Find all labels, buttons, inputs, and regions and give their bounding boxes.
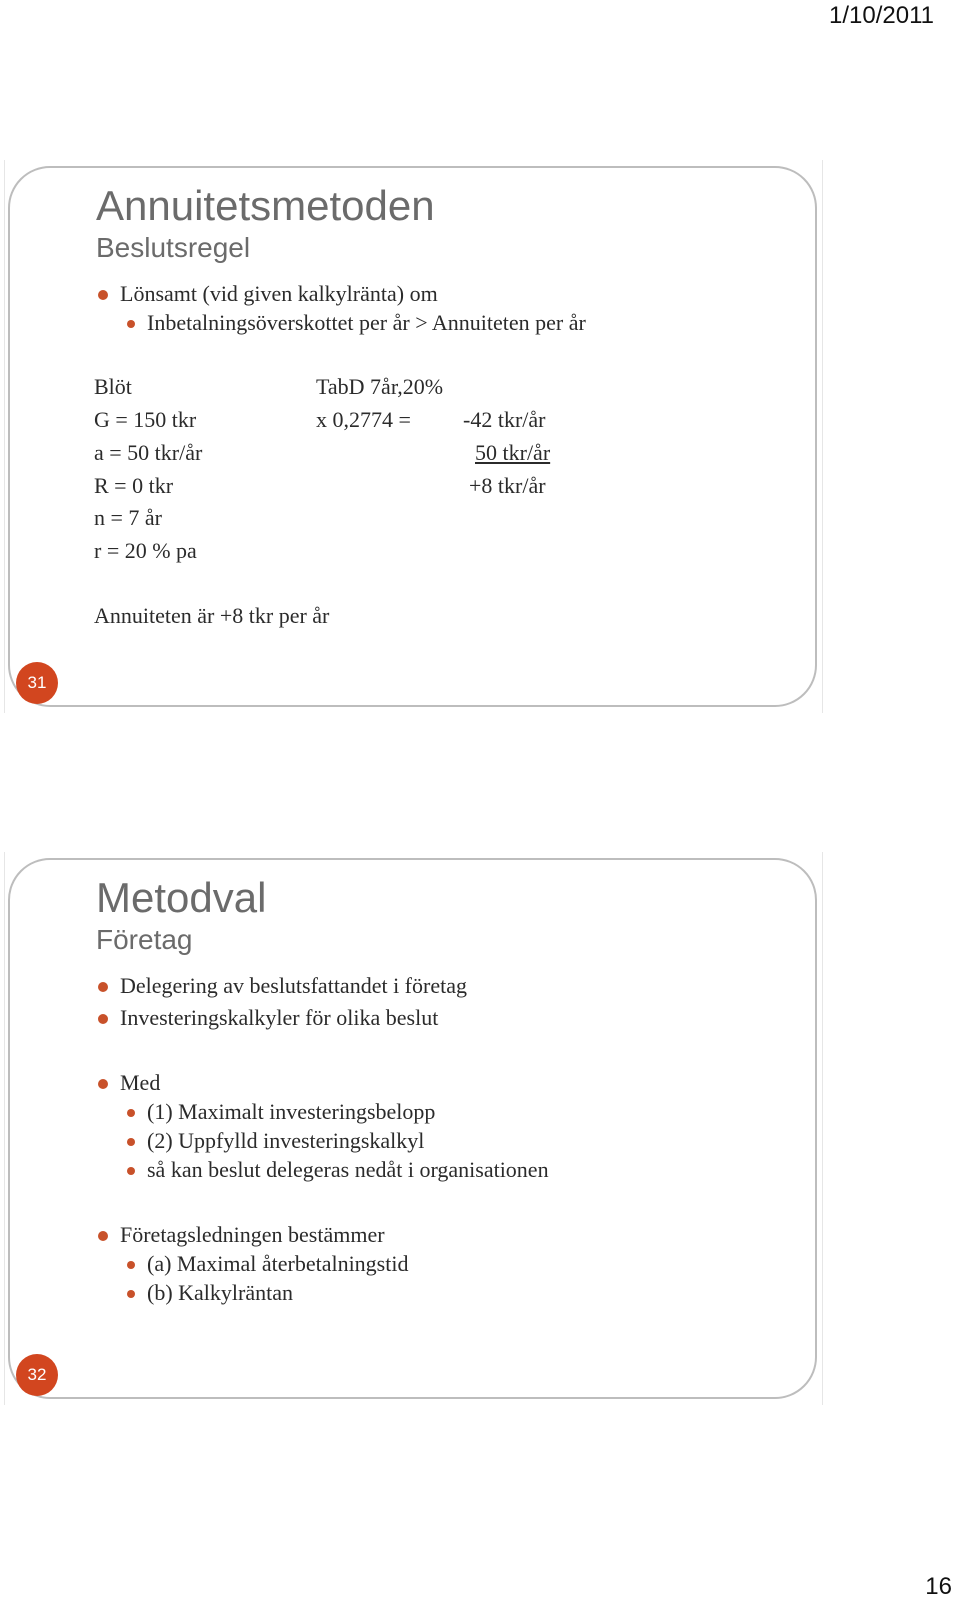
bullet-heading: Företagsledningen bestämmer: [120, 1222, 385, 1247]
slide-31: [8, 166, 817, 707]
sub-bullet-item: (1) Maximalt investeringsbelopp: [147, 1099, 436, 1124]
calc-label: R = 0 tkr: [94, 473, 174, 498]
sub-bullet-item: (2) Uppfylld investeringskalkyl: [147, 1128, 425, 1153]
calc-label: Blöt: [94, 374, 132, 399]
sub-bullet-item: så kan beslut delegeras nedåt i organisationen: [147, 1157, 549, 1182]
bullet-item: Delegering av beslutsfattandet i företag: [120, 973, 467, 998]
bullet-heading: Med: [120, 1070, 161, 1095]
page-number: 16: [925, 1573, 952, 1600]
calc-label: a = 50 tkr/år: [94, 440, 203, 465]
slide-number-badge: 32: [16, 1354, 58, 1396]
calc-result: +8 tkr/år: [469, 473, 546, 498]
calc-result: 50 tkr/år: [475, 440, 551, 465]
sub-bullet-item: (a) Maximal återbetalningstid: [147, 1251, 409, 1276]
calc-label: G = 150 tkr: [94, 407, 197, 432]
conclusion-text: Annuiteten är +8 tkr per år: [94, 603, 330, 628]
calc-factor: x 0,2774 =: [316, 407, 411, 432]
calc-label: n = 7 år: [94, 505, 162, 530]
slide-subtitle: Beslutsregel: [96, 232, 251, 263]
slide-32: [8, 858, 817, 1399]
calc-label: r = 20 % pa: [94, 538, 197, 563]
sub-bullet-item: Inbetalningsöverskottet per år > Annuiteten per år: [147, 310, 586, 335]
slide-title: Metodval: [96, 874, 267, 921]
sub-bullet-item: (b) Kalkylräntan: [147, 1280, 293, 1305]
header-date: 1/10/2011: [829, 2, 934, 29]
calc-result: -42 tkr/år: [463, 407, 546, 432]
slide-title: Annuitetsmetoden: [96, 182, 435, 229]
calc-table-ref: TabD 7år,20%: [316, 374, 444, 399]
bullet-item: Investeringskalkyler för olika beslut: [120, 1005, 439, 1030]
slide-number-badge: 31: [16, 662, 58, 704]
slide-subtitle: Företag: [96, 924, 193, 955]
bullet-item: Lönsamt (vid given kalkylränta) om: [120, 281, 438, 306]
